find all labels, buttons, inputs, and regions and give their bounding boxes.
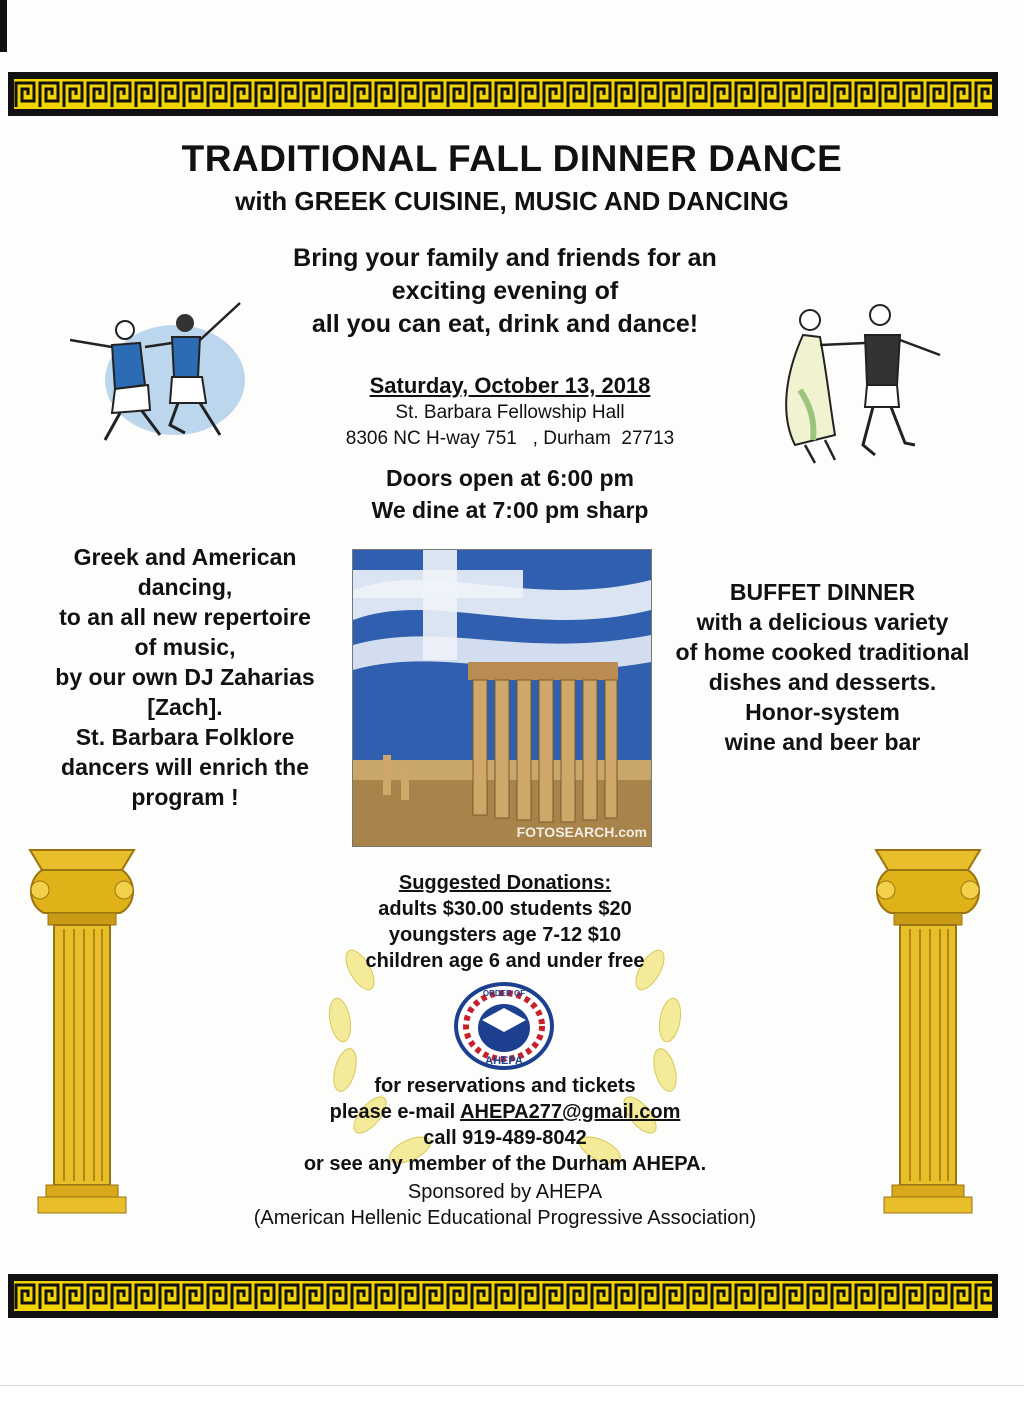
contact-block xyxy=(180,1073,830,1177)
text-line: wine and beer bar xyxy=(724,729,921,755)
photo-watermark: FOTOSEARCH.com xyxy=(516,824,647,840)
donation-line: adults $30.00 students $20 xyxy=(378,898,632,920)
golden-column-left xyxy=(22,845,142,1220)
intro-line: Bring your family and friends for an xyxy=(293,244,717,272)
intro-text xyxy=(230,242,780,341)
doors-open-time: Doors open at 6:00 pm xyxy=(386,465,634,491)
page-bottom-edge xyxy=(0,1385,1024,1408)
sponsor-line: Sponsored by AHEPA xyxy=(407,1181,603,1203)
dancing-couple-illustration-right xyxy=(775,295,950,470)
contact-line: for reservations and tickets xyxy=(374,1075,636,1097)
event-venue: St. Barbara Fellowship Hall xyxy=(395,402,625,423)
text-line: [Zach]. xyxy=(147,694,223,720)
title-block xyxy=(100,138,924,217)
text-line: St. Barbara Folklore xyxy=(75,724,295,750)
event-address: 8306 NC H-way 751 , Durham 27713 xyxy=(345,428,675,449)
email-prefix: please e-mail xyxy=(329,1101,461,1123)
temple-photo-graphic xyxy=(353,550,651,846)
donations-block xyxy=(300,870,710,974)
text-line: of music, xyxy=(134,634,236,660)
greek-flag-temple-photo xyxy=(352,549,652,847)
music-dancing-description xyxy=(30,542,340,812)
intro-line: exciting evening of xyxy=(391,277,619,305)
logo-bottom-text: AHEPA xyxy=(485,1055,523,1067)
donations-heading: Suggested Donations: xyxy=(398,872,612,894)
sponsor-block xyxy=(150,1179,860,1231)
contact-email-line xyxy=(180,1099,830,1125)
text-line: BUFFET DINNER xyxy=(729,579,916,605)
meander-pattern-bottom xyxy=(14,1281,992,1311)
organization-name: (American Hellenic Educational Progressive Association) xyxy=(253,1207,757,1229)
meander-pattern-top xyxy=(14,79,992,109)
donation-line: children age 6 and under free xyxy=(365,950,645,972)
text-line: of home cooked traditional xyxy=(675,639,970,665)
golden-column-right xyxy=(868,845,988,1220)
text-line: by our own DJ Zaharias xyxy=(55,664,315,690)
email-link[interactable]: AHEPA277@gmail.com xyxy=(460,1101,681,1123)
logo-top-text: ORDER OF xyxy=(482,989,526,998)
scan-edge xyxy=(0,0,7,52)
event-info xyxy=(290,372,730,526)
text-line: dancing, xyxy=(137,574,233,600)
text-line: Honor-system xyxy=(745,699,900,725)
text-line: program ! xyxy=(131,784,239,810)
donation-line: youngsters age 7-12 $10 xyxy=(388,924,622,946)
greek-key-border-bottom xyxy=(8,1274,998,1318)
dancing-couple-illustration-left xyxy=(60,285,250,455)
contact-phone: call 919-489-8042 xyxy=(423,1127,587,1149)
buffet-dinner-description xyxy=(650,577,995,757)
text-line: Greek and American xyxy=(73,544,297,570)
event-date: Saturday, October 13, 2018 xyxy=(369,373,651,398)
text-line: with a delicious variety xyxy=(696,609,949,635)
contact-line: or see any member of the Durham AHEPA. xyxy=(303,1153,707,1175)
page-title: TRADITIONAL FALL DINNER DANCE xyxy=(181,138,843,179)
greek-key-border-top xyxy=(8,72,998,116)
text-line: dishes and desserts. xyxy=(708,669,937,695)
text-line: dancers will enrich the xyxy=(61,754,309,780)
ahepa-logo xyxy=(452,980,556,1072)
dinner-time: We dine at 7:00 pm sharp xyxy=(371,497,649,523)
text-line: to an all new repertoire xyxy=(59,604,311,630)
page-subtitle: with GREEK CUISINE, MUSIC AND DANCING xyxy=(235,186,789,216)
intro-line: all you can eat, drink and dance! xyxy=(311,310,699,338)
